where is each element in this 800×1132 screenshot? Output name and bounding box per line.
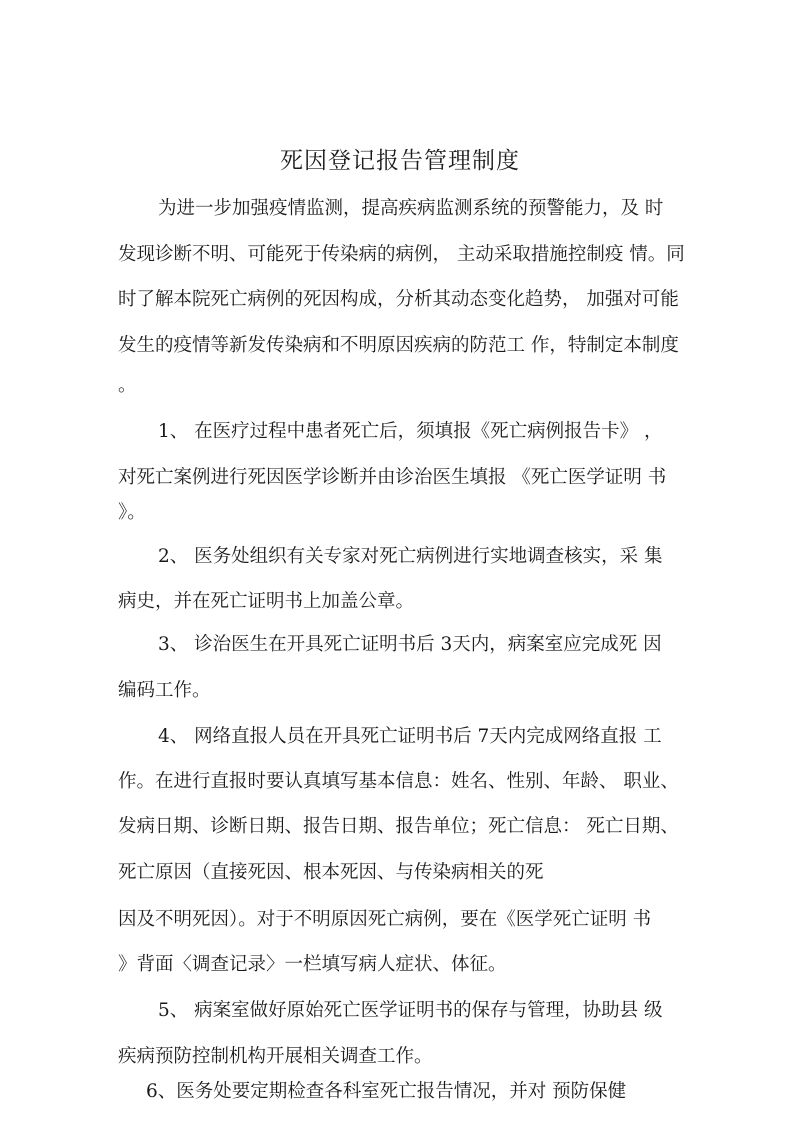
item-3-line-2: 编码工作。 — [118, 680, 211, 701]
intro-line-3: 时了解本院死亡病例的死因构成，分析其动态变化趋势， 加强对可能 — [118, 289, 679, 310]
item-6-line-1: 6、医务处要定期检查各科室死亡报告情况，并对 预防保健 — [146, 1081, 627, 1102]
item-4-line-1: 4、 网络直报人员在开具死亡证明书后 7天内完成网络直报 工 — [158, 726, 662, 747]
intro-line-4: 发生的疫情等新发传染病和不明原因疾病的防范工 作，特制定本制度 — [118, 335, 679, 356]
item-4-line-4: 死亡原因（直接死因、根本死因、与传染病相关的死 — [118, 862, 544, 883]
item-2-line-1: 2、 医务处组织有关专家对死亡病例进行实地调查核实，采 集 — [158, 546, 663, 567]
intro-line-1: 为进一步加强疫情监测，提高疾病监测系统的预警能力，及 时 — [158, 198, 664, 219]
item-1-line-1: 1、 在医疗过程中患者死亡后，须填报《死亡病例报告卡》 ， — [158, 421, 663, 442]
intro-line-2: 发现诊断不明、可能死于传染病的病例， 主动采取措施控制疫 情。同 — [118, 244, 685, 265]
item-5-line-1: 5、 病案室做好原始死亡医学证明书的保存与管理，协助县 级 — [158, 1000, 663, 1021]
item-4-line-6: 》背面〈调查记录〉一栏填写病人症状、体征。 — [118, 954, 507, 975]
item-4-line-3: 发病日期、诊断日期、报告日期、报告单位；死亡信息： 死亡日期、 — [118, 816, 679, 837]
item-2-line-2: 病史，并在死亡证明书上加盖公章。 — [118, 591, 415, 612]
item-4-line-2: 作。在进行直报时要认真填写基本信息：姓名、性别、年龄、 职业、 — [118, 771, 679, 792]
item-5-line-2: 疾病预防控制机构开展相关调查工作。 — [118, 1046, 433, 1067]
intro-line-5: 。 — [118, 375, 137, 396]
item-4-line-5: 因及不明死因）。对于不明原因死亡病例，要在《医学死亡证明 书 — [118, 909, 652, 930]
item-3-line-1: 3、 诊治医生在开具死亡证明书后 3天内，病案室应完成死 因 — [158, 634, 662, 655]
item-1-line-3: 》。 — [118, 502, 146, 523]
document-title: 死因登记报告管理制度 — [280, 148, 520, 174]
item-1-line-2: 对死亡案例进行死因医学诊断并由诊治医生填报 《死亡医学证明 书 — [118, 467, 667, 488]
